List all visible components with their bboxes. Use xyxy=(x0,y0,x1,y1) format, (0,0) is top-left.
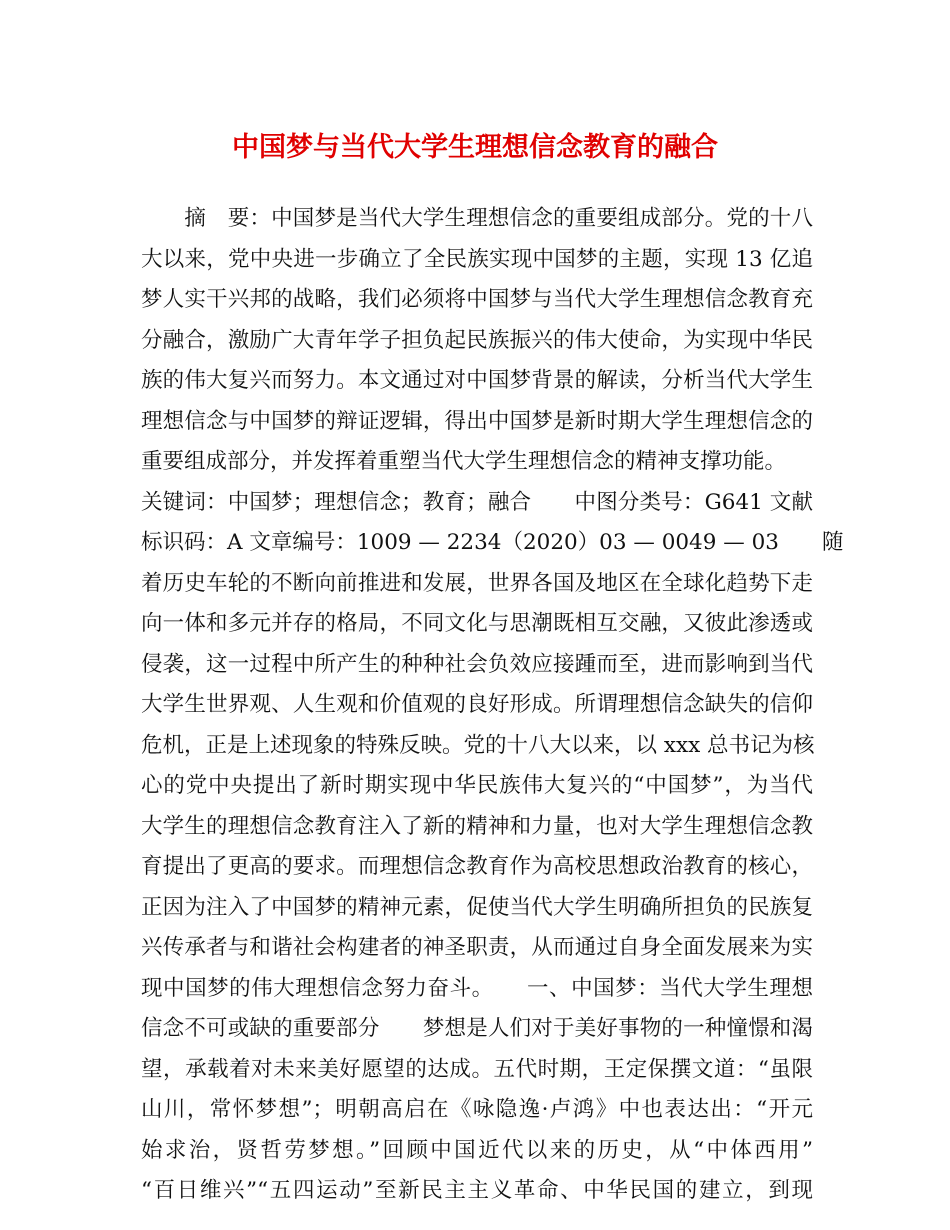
document-title: 中国梦与当代大学生理想信念教育的融合 xyxy=(232,132,718,163)
body-line: 现中国梦的伟大理想信念努力奋斗。 一、中国梦：当代大学生理想 xyxy=(141,975,813,1001)
body-line: 着历史车轮的不断向前推进和发展，世界各国及地区在全球化趋势下走 xyxy=(141,570,813,596)
body-line: 始求治，贤哲劳梦想。”回顾中国近代以来的历史，从“中体西用” xyxy=(141,1137,813,1163)
body-line: 侵袭，这一过程中所产生的种种社会负效应接踵而至，进而影响到当代 xyxy=(141,651,813,677)
body-line: 大学生世界观、人生观和价值观的良好形成。所谓理想信念缺失的信仰 xyxy=(141,692,813,717)
body-line: 关键词：中国梦；理想信念；教育；融合 中图分类号：G641 文献 xyxy=(141,489,813,515)
body-line: 向一体和多元并存的格局，不同文化与思潮既相互交融，又彼此渗透或 xyxy=(141,611,813,636)
body-line: 心的党中央提出了新时期实现中华民族伟大复兴的“中国梦”，为当代 xyxy=(141,773,813,798)
body-line: 族的伟大复兴而努力。本文通过对中国梦背景的解读，分析当代大学生 xyxy=(141,368,813,393)
body-line: 理想信念与中国梦的辩证逻辑，得出中国梦是新时期大学生理想信念的 xyxy=(141,408,813,434)
document-body xyxy=(141,199,844,1212)
body-line: 育提出了更高的要求。而理想信念教育作为高校思想政治教育的核心， xyxy=(141,854,813,879)
body-line: 大学生的理想信念教育注入了新的精神和力量，也对大学生理想信念教 xyxy=(141,813,813,839)
body-line: 大以来，党中央进一步确立了全民族实现中国梦的主题，实现 13 亿追 xyxy=(141,246,813,272)
body-line: 山川，常怀梦想”；明朝高启在《咏隐逸·卢鸿》中也表达出：“开元 xyxy=(141,1097,813,1122)
body-line: 分融合，激励广大青年学子担负起民族振兴的伟大使命，为实现中华民 xyxy=(141,327,813,353)
body-line: 危机，正是上述现象的特殊反映。党的十八大以来，以 xxx 总书记为核 xyxy=(141,732,815,758)
body-line: 梦人实干兴邦的战略，我们必须将中国梦与当代大学生理想信念教育充 xyxy=(141,287,813,312)
body-line: 标识码：A 文章编号：1009 — 2234（2020）03 — 0049 — 03 随 xyxy=(141,530,844,555)
body-line: 摘 要：中国梦是当代大学生理想信念的重要组成部分。党的十八 xyxy=(141,206,813,231)
body-line: 重要组成部分，并发挥着重塑当代大学生理想信念的精神支撑功能。 xyxy=(141,449,787,474)
body-line: 望，承载着对未来美好愿望的达成。五代时期，王定保撰文道：“虽限 xyxy=(141,1056,813,1082)
body-line: 兴传承者与和谐社会构建者的神圣职责，从而通过自身全面发展来为实 xyxy=(141,935,813,960)
body-line: 信念不可或缺的重要部分 梦想是人们对于美好事物的一种憧憬和渴 xyxy=(141,1016,813,1041)
body-line: 正因为注入了中国梦的精神元素，促使当代大学生明确所担负的民族复 xyxy=(141,894,813,920)
body-line: “百日维兴”“五四运动”至新民主主义革命、中华民国的建立，到现 xyxy=(141,1178,813,1203)
